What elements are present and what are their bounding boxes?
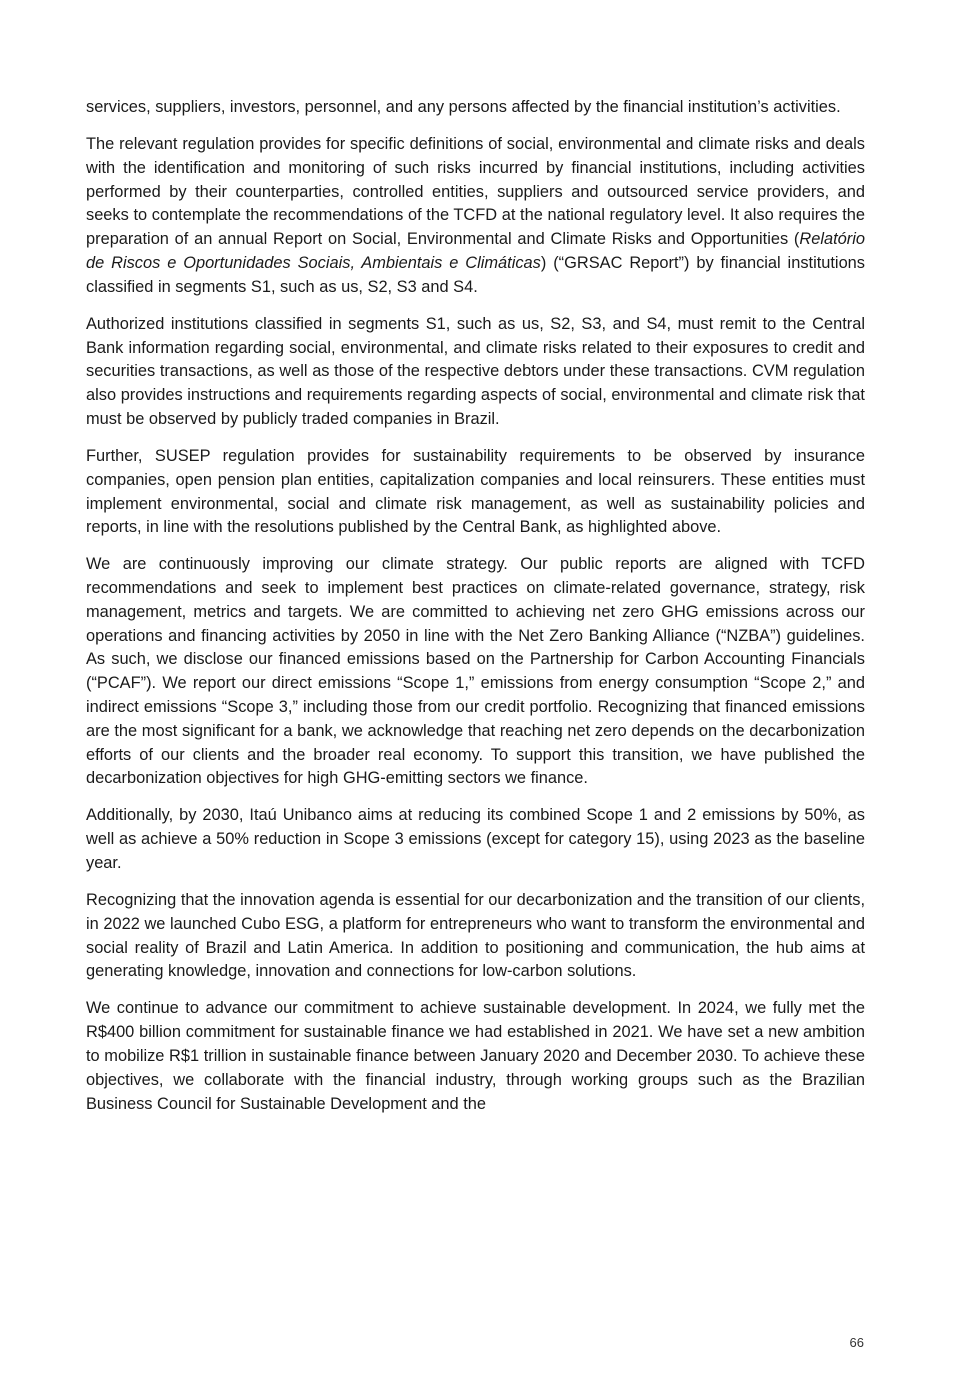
regulation-text-start: The relevant regulation provides for specific definitions of social, environmental and climate risks and deals with the identification and monitoring of such risks incurred by financial institutions, including activities performed by their counterparties, controlled entities, suppliers and outsourced service providers, and seeks to contemplate the recommendations of the TCFD at the national regulatory level. It also requires the preparation of an annual Report on Social, Environmental and Climate Risks and Opportunities ( bbox=[86, 134, 865, 249]
paragraph-susep-regulation: Further, SUSEP regulation provides for sustainability requirements to be observed by insurance companies, open pension plan entities, capitalization companies and local reinsurers. These entities must implement environmental, social and climate risk management, as well as sustainability policies and reports, in line with the resolutions published by the Central Bank, as highlighted above. bbox=[86, 446, 865, 537]
paragraph-sustainable-development: We continue to advance our commitment to achieve sustainable development. In 2024, we fully met the R$400 billion commitment for sustainable finance we had established in 2021. We have set a new ambition to mobilize R$1 trillion in sustainable finance between January 2020 and December 2030. To achieve these objectives, we collaborate with the financial industry, through working groups such as the Brazilian Business Council for Sustainable Development and the bbox=[86, 999, 865, 1113]
paragraph-relevant-regulation bbox=[86, 133, 865, 300]
grsac-portuguese-title: Relatório de Riscos e Oportunidades Sociais, Ambientais e Climáticas bbox=[86, 230, 865, 272]
paragraph-stakeholders-continuation: services, suppliers, investors, personnel, and any persons affected by the financial institution’s activities. bbox=[86, 98, 841, 116]
document-body bbox=[86, 96, 865, 1130]
page-number: 66 bbox=[849, 1335, 864, 1350]
paragraph-cubo-esg: Recognizing that the innovation agenda is essential for our decarbonization and the transition of our clients, in 2022 we launched Cubo ESG, a platform for entrepreneurs who want to transform the environmental and social reality of Brazil and Latin America. In addition to positioning and communication, the hub aims at generating knowledge, innovation and connections for low-carbon solutions. bbox=[86, 891, 865, 981]
paragraph-climate-strategy: We are continuously improving our climate strategy. Our public reports are aligned with TCFD recommendations and seek to implement best practices on climate-related governance, strategy, risk management, metrics and targets. We are committed to achieving net zero GHG emissions across our operations and financing activities by 2050 in line with the Net Zero Banking Alliance (“NZBA”) guidelines. As such, we disclose our financed emissions based on the Partnership for Carbon Accounting Financials (“PCAF”). We report our direct emissions “Scope 1,” emissions from energy consumption “Scope 2,” and indirect emissions “Scope 3,” including those from our credit portfolio. Recognizing that financed emissions are the most significant for a bank, we acknowledge that reaching net zero depends on the decarbonization efforts of our clients and the broader real economy. To support this transition, we have published the decarbonization objectives for high GHG-emitting sectors we finance. bbox=[86, 555, 865, 788]
paragraph-authorized-institutions: Authorized institutions classified in segments S1, such as us, S2, S3, and S4, must remit to the Central Bank information regarding social, environmental, and climate risks related to their exposures to credit and securities transactions, as well as those of the respective debtors under these transactions. CVM regulation also provides instructions and requirements regarding aspects of social, environmental and climate risk that must be observed by publicly traded companies in Brazil. bbox=[86, 314, 865, 428]
regulation-text-end: ) (“GRSAC Report”) by financial institutions classified in segments S1, such as us, S2, S3 and S4. bbox=[86, 253, 865, 296]
paragraph-2030-targets: Additionally, by 2030, Itaú Unibanco aims at reducing its combined Scope 1 and 2 emissions by 50%, as well as achieve a 50% reduction in Scope 3 emissions (except for category 15), using 2023 as the baseline year. bbox=[86, 806, 865, 873]
